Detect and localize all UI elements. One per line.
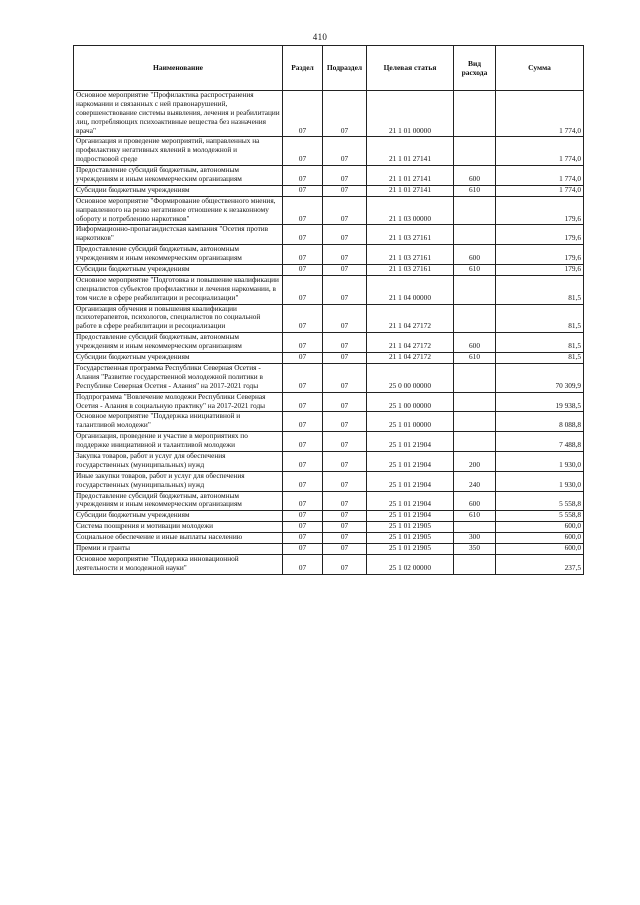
- cell-celevaya-statya: 21 1 04 00000: [367, 275, 454, 304]
- cell-name: Социальное обеспечение и иные выплаты населению: [74, 533, 283, 544]
- cell-celevaya-statya: 25 0 00 00000: [367, 363, 454, 392]
- cell-summa: 7 488,8: [496, 432, 584, 452]
- cell-summa: 600,0: [496, 533, 584, 544]
- cell-name: Подпрограмма "Вовлечение молодежи Республики Северная Осетия - Алания в социальную практику" на 2017-2021 годы: [74, 392, 283, 412]
- cell-vid-raskhoda: [454, 91, 496, 137]
- cell-name: Субсидии бюджетным учреждениям: [74, 265, 283, 276]
- cell-summa: 237,5: [496, 554, 584, 574]
- cell-summa: 70 309,9: [496, 363, 584, 392]
- table-row: [74, 353, 584, 364]
- cell-celevaya-statya: 25 1 01 21904: [367, 471, 454, 491]
- cell-celevaya-statya: 21 1 04 27172: [367, 333, 454, 353]
- cell-celevaya-statya: 21 1 03 00000: [367, 196, 454, 225]
- cell-celevaya-statya: 21 1 03 27161: [367, 245, 454, 265]
- cell-name: Иные закупки товаров, работ и услуг для обеспечения государственных (муниципальных) нужд: [74, 471, 283, 491]
- cell-razdel: 07: [283, 533, 323, 544]
- cell-razdel: 07: [283, 304, 323, 333]
- cell-razdel: 07: [283, 245, 323, 265]
- cell-name: Организация и проведение мероприятий, направленных на профилактику негативных явлений в молодежной и подростковой среде: [74, 137, 283, 166]
- cell-podrazdel: 07: [323, 491, 367, 511]
- cell-podrazdel: 07: [323, 166, 367, 186]
- cell-vid-raskhoda: 600: [454, 245, 496, 265]
- cell-summa: 81,5: [496, 333, 584, 353]
- cell-razdel: 07: [283, 91, 323, 137]
- cell-podrazdel: 07: [323, 432, 367, 452]
- cell-name: Предоставление субсидий бюджетным, автономным учреждениям и иным некоммерческим организациям: [74, 333, 283, 353]
- cell-podrazdel: 07: [323, 245, 367, 265]
- cell-podrazdel: 07: [323, 333, 367, 353]
- cell-name: Информационно-пропагандистская кампания "Осетия против наркотиков": [74, 225, 283, 245]
- table-row: [74, 471, 584, 491]
- cell-celevaya-statya: 25 1 01 21904: [367, 491, 454, 511]
- cell-razdel: 07: [283, 265, 323, 276]
- table-row: [74, 451, 584, 471]
- cell-name: Субсидии бюджетным учреждениям: [74, 353, 283, 364]
- header-podrazdel: Подраздел: [323, 46, 367, 91]
- cell-summa: 1 774,0: [496, 185, 584, 196]
- cell-summa: 600,0: [496, 543, 584, 554]
- cell-vid-raskhoda: [454, 275, 496, 304]
- cell-podrazdel: 07: [323, 304, 367, 333]
- cell-name: Система поощрения и мотивации молодежи: [74, 522, 283, 533]
- cell-vid-raskhoda: 610: [454, 265, 496, 276]
- table-row: [74, 363, 584, 392]
- cell-podrazdel: 07: [323, 275, 367, 304]
- cell-summa: 179,6: [496, 265, 584, 276]
- cell-vid-raskhoda: [454, 196, 496, 225]
- table-row: [74, 185, 584, 196]
- cell-name: Субсидии бюджетным учреждениям: [74, 185, 283, 196]
- cell-vid-raskhoda: [454, 432, 496, 452]
- cell-vid-raskhoda: [454, 304, 496, 333]
- cell-celevaya-statya: 25 1 02 00000: [367, 554, 454, 574]
- cell-razdel: 07: [283, 196, 323, 225]
- cell-podrazdel: 07: [323, 392, 367, 412]
- cell-celevaya-statya: 21 1 01 27141: [367, 166, 454, 186]
- table-row: [74, 225, 584, 245]
- cell-name: Организация обучения и повышения квалификации психотерапевтов, психологов, специалистов по социальной работе в сфере реабилитации и ресоциализации: [74, 304, 283, 333]
- cell-summa: 179,6: [496, 245, 584, 265]
- cell-vid-raskhoda: [454, 412, 496, 432]
- cell-summa: 81,5: [496, 353, 584, 364]
- cell-name: Предоставление субсидий бюджетным, автономным учреждениям и иным некоммерческим организациям: [74, 245, 283, 265]
- cell-podrazdel: 07: [323, 554, 367, 574]
- cell-vid-raskhoda: 350: [454, 543, 496, 554]
- cell-podrazdel: 07: [323, 353, 367, 364]
- cell-podrazdel: 07: [323, 511, 367, 522]
- cell-summa: 5 558,8: [496, 491, 584, 511]
- cell-vid-raskhoda: [454, 522, 496, 533]
- cell-celevaya-statya: 21 1 03 27161: [367, 265, 454, 276]
- table-row: [74, 333, 584, 353]
- cell-summa: 1 930,0: [496, 471, 584, 491]
- cell-podrazdel: 07: [323, 543, 367, 554]
- cell-celevaya-statya: 25 1 01 21904: [367, 511, 454, 522]
- cell-podrazdel: 07: [323, 533, 367, 544]
- cell-razdel: 07: [283, 432, 323, 452]
- cell-vid-raskhoda: [454, 225, 496, 245]
- cell-vid-raskhoda: 600: [454, 333, 496, 353]
- table-row: [74, 137, 584, 166]
- cell-celevaya-statya: 25 1 01 21905: [367, 522, 454, 533]
- cell-name: Основное мероприятие "Подготовка и повышение квалификации специалистов субъектов профилактики и лечения наркомании, в том числе в сфере реабилитации и ресоциализации": [74, 275, 283, 304]
- cell-summa: 1 774,0: [496, 91, 584, 137]
- header-summa: Сумма: [496, 46, 584, 91]
- cell-celevaya-statya: 25 1 01 21904: [367, 451, 454, 471]
- cell-name: Основное мероприятие "Поддержка инициативной и талантливой молодежи": [74, 412, 283, 432]
- cell-vid-raskhoda: [454, 137, 496, 166]
- cell-summa: 1 930,0: [496, 451, 584, 471]
- page-number: 410: [312, 32, 328, 42]
- cell-razdel: 07: [283, 225, 323, 245]
- cell-summa: 19 938,5: [496, 392, 584, 412]
- table-row: [74, 412, 584, 432]
- cell-celevaya-statya: 25 1 00 00000: [367, 392, 454, 412]
- cell-name: Субсидии бюджетным учреждениям: [74, 511, 283, 522]
- cell-summa: 1 774,0: [496, 137, 584, 166]
- cell-name: Основное мероприятие "Формирование общественного мнения, направленного на резко негативное отношение к незаконному обороту и потреблению наркотиков": [74, 196, 283, 225]
- cell-celevaya-statya: 25 1 01 21905: [367, 543, 454, 554]
- cell-celevaya-statya: 21 1 04 27172: [367, 353, 454, 364]
- cell-name: Основное мероприятие "Профилактика распространения наркомании и связанных с ней правонарушений, совершенствование системы выявления, лечения и реабилитации лиц, потребляющих психоактивные вещества без назначения врача": [74, 91, 283, 137]
- cell-vid-raskhoda: 200: [454, 451, 496, 471]
- cell-podrazdel: 07: [323, 522, 367, 533]
- cell-razdel: 07: [283, 471, 323, 491]
- cell-podrazdel: 07: [323, 265, 367, 276]
- header-celevaya-statya: Целевая статья: [367, 46, 454, 91]
- table-row: [74, 196, 584, 225]
- header-name: Наименование: [74, 46, 283, 91]
- cell-summa: 600,0: [496, 522, 584, 533]
- table-row: [74, 432, 584, 452]
- cell-name: Премии и гранты: [74, 543, 283, 554]
- budget-table: [73, 45, 584, 575]
- cell-razdel: 07: [283, 491, 323, 511]
- table-row: [74, 166, 584, 186]
- cell-razdel: 07: [283, 543, 323, 554]
- cell-podrazdel: 07: [323, 225, 367, 245]
- cell-razdel: 07: [283, 554, 323, 574]
- cell-vid-raskhoda: 300: [454, 533, 496, 544]
- table-row: [74, 392, 584, 412]
- cell-podrazdel: 07: [323, 471, 367, 491]
- cell-celevaya-statya: 25 1 01 21904: [367, 432, 454, 452]
- cell-podrazdel: 07: [323, 363, 367, 392]
- cell-podrazdel: 07: [323, 412, 367, 432]
- cell-name: Основное мероприятие "Поддержка инновационной деятельности и молодежной науки": [74, 554, 283, 574]
- table-row: [74, 275, 584, 304]
- cell-vid-raskhoda: 610: [454, 185, 496, 196]
- cell-name: Организация, проведение и участие в мероприятиях по поддержке инициативной и талантливой молодежи: [74, 432, 283, 452]
- cell-celevaya-statya: 21 1 01 27141: [367, 185, 454, 196]
- table-row: [74, 511, 584, 522]
- table-row: [74, 491, 584, 511]
- cell-razdel: 07: [283, 451, 323, 471]
- table-row: [74, 245, 584, 265]
- cell-celevaya-statya: 21 1 01 00000: [367, 91, 454, 137]
- cell-summa: 5 558,8: [496, 511, 584, 522]
- cell-summa: 1 774,0: [496, 166, 584, 186]
- cell-vid-raskhoda: 610: [454, 511, 496, 522]
- cell-celevaya-statya: 21 1 03 27161: [367, 225, 454, 245]
- cell-razdel: 07: [283, 522, 323, 533]
- cell-podrazdel: 07: [323, 451, 367, 471]
- cell-razdel: 07: [283, 275, 323, 304]
- cell-summa: 81,5: [496, 275, 584, 304]
- cell-vid-raskhoda: 610: [454, 353, 496, 364]
- header-razdel: Раздел: [283, 46, 323, 91]
- cell-vid-raskhoda: 600: [454, 491, 496, 511]
- cell-razdel: 07: [283, 412, 323, 432]
- cell-celevaya-statya: 25 1 01 00000: [367, 412, 454, 432]
- cell-vid-raskhoda: [454, 363, 496, 392]
- cell-razdel: 07: [283, 353, 323, 364]
- cell-name: Предоставление субсидий бюджетным, автономным учреждениям и иным некоммерческим организациям: [74, 491, 283, 511]
- cell-razdel: 07: [283, 185, 323, 196]
- table-row: [74, 304, 584, 333]
- table-header-row: [74, 46, 584, 91]
- cell-razdel: 07: [283, 392, 323, 412]
- cell-podrazdel: 07: [323, 91, 367, 137]
- table-row: [74, 265, 584, 276]
- cell-vid-raskhoda: 600: [454, 166, 496, 186]
- table-row: [74, 554, 584, 574]
- cell-celevaya-statya: 21 1 01 27141: [367, 137, 454, 166]
- table-row: [74, 522, 584, 533]
- cell-podrazdel: 07: [323, 185, 367, 196]
- cell-razdel: 07: [283, 363, 323, 392]
- cell-razdel: 07: [283, 511, 323, 522]
- header-vid-raskhoda: Вид расхода: [454, 46, 496, 91]
- cell-name: Предоставление субсидий бюджетным, автономным учреждениям и иным некоммерческим организациям: [74, 166, 283, 186]
- cell-summa: 81,5: [496, 304, 584, 333]
- cell-vid-raskhoda: [454, 554, 496, 574]
- cell-razdel: 07: [283, 137, 323, 166]
- cell-vid-raskhoda: [454, 392, 496, 412]
- cell-celevaya-statya: 25 1 01 21905: [367, 533, 454, 544]
- cell-podrazdel: 07: [323, 137, 367, 166]
- cell-razdel: 07: [283, 166, 323, 186]
- cell-summa: 8 088,8: [496, 412, 584, 432]
- table-row: [74, 543, 584, 554]
- cell-summa: 179,6: [496, 196, 584, 225]
- cell-name: Государственная программа Республики Северная Осетия - Алания "Развитие государственной молодежной политики в Республике Северная Осетия - Алания" на 2017-2021 годы: [74, 363, 283, 392]
- cell-vid-raskhoda: 240: [454, 471, 496, 491]
- table-body: [74, 91, 584, 575]
- cell-summa: 179,6: [496, 225, 584, 245]
- cell-podrazdel: 07: [323, 196, 367, 225]
- cell-celevaya-statya: 21 1 04 27172: [367, 304, 454, 333]
- table-row: [74, 91, 584, 137]
- cell-name: Закупка товаров, работ и услуг для обеспечения государственных (муниципальных) нужд: [74, 451, 283, 471]
- table-row: [74, 533, 584, 544]
- cell-razdel: 07: [283, 333, 323, 353]
